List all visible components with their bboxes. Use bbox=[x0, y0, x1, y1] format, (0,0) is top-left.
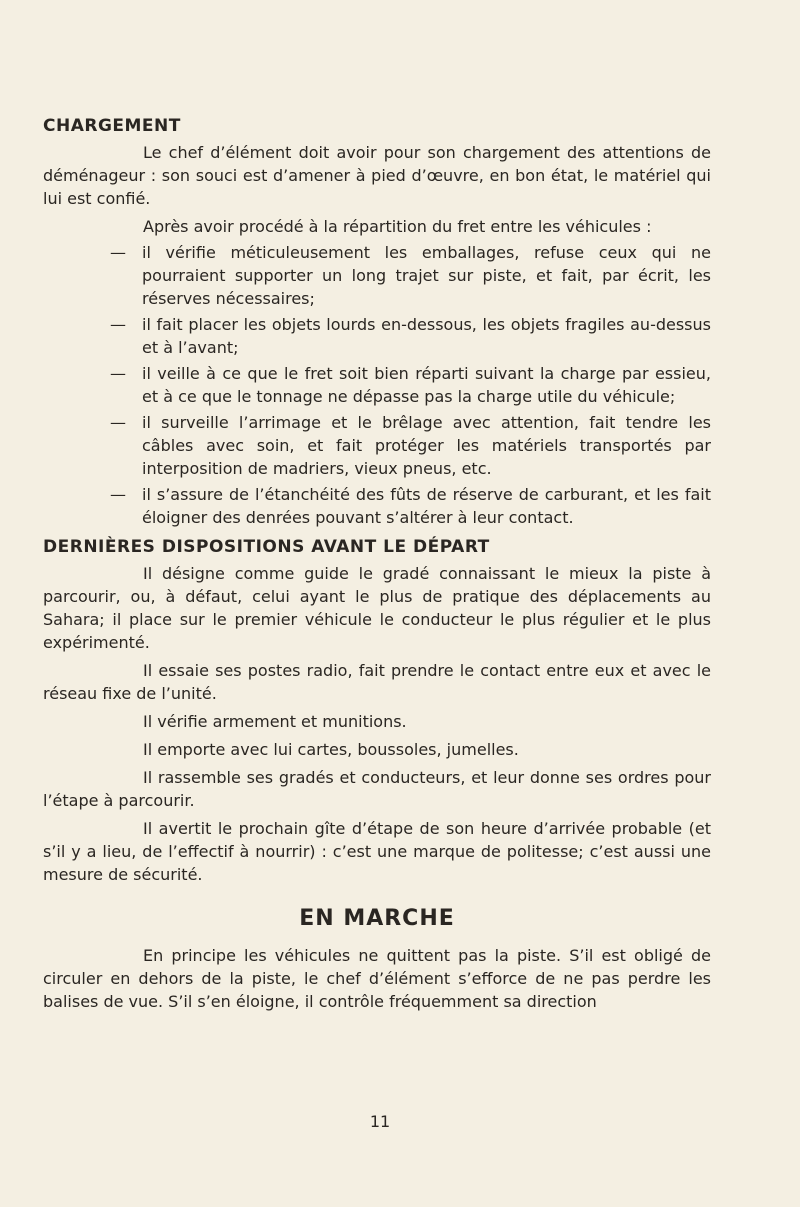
paragraph: Il essaie ses postes radio, fait prendre le contact entre eux et avec le réseau fixe de l’unité. bbox=[43, 661, 711, 703]
section-heading-en-marche: EN MARCHE bbox=[299, 906, 455, 931]
dash-marker: — bbox=[110, 364, 126, 383]
list-item-text: il surveille l’arrimage et le brêlage avec attention, fait tendre les câbles avec soin, et fait protéger les matériels transportés par interposition de madriers, vieux pneus, etc. bbox=[142, 413, 711, 478]
section-heading-chargement: CHARGEMENT bbox=[43, 116, 181, 136]
paragraph: Il emporte avec lui cartes, boussoles, jumelles. bbox=[143, 740, 519, 759]
dash-marker: — bbox=[110, 413, 126, 432]
paragraph: Il rassemble ses gradés et conducteurs, et leur donne ses ordres pour l’étape à parcourir. bbox=[43, 768, 711, 810]
page-content bbox=[43, 114, 711, 1013]
paragraph: En principe les véhicules ne quittent pas la piste. S’il est obligé de circuler en dehors de la piste, le chef d’élément s’efforce de ne pas perdre les balises de vue. S’il s’en éloigne, il contrôle fréquemment sa direction bbox=[43, 946, 711, 1011]
paragraph: Il avertit le prochain gîte d’étape de son heure d’arrivée probable (et s’il y a lieu, de l’effectif à nourrir) : c’est une marque de politesse; c’est aussi une mesure de sécurité. bbox=[43, 819, 711, 884]
paragraph: Il vérifie armement et munitions. bbox=[143, 712, 407, 731]
list-item bbox=[43, 362, 711, 408]
list-item bbox=[43, 313, 711, 359]
dash-marker: — bbox=[110, 243, 126, 262]
dash-marker: — bbox=[110, 485, 126, 504]
page-number: 11 bbox=[369, 1112, 391, 1131]
paragraph: Le chef d’élément doit avoir pour son chargement des attentions de déménageur : son souci est d’amener à pied d’œuvre, en bon état, le matériel qui lui est confié. bbox=[43, 143, 711, 208]
paragraph: Il désigne comme guide le gradé connaissant le mieux la piste à parcourir, ou, à défaut, celui ayant le plus de pratique des déplacements au Sahara; il place sur le premier véhicule le conducteur le plus régulier et le plus expérimenté. bbox=[43, 564, 711, 652]
paragraph: Après avoir procédé à la répartition du fret entre les véhicules : bbox=[143, 217, 652, 236]
list-item bbox=[43, 411, 711, 480]
list-item bbox=[43, 483, 711, 529]
list-item-text: il vérifie méticuleusement les emballages, refuse ceux qui ne pourraient supporter un long trajet sur piste, et fait, par écrit, les réserves nécessaires; bbox=[142, 243, 711, 308]
list-item-text: il s’assure de l’étanchéité des fûts de réserve de carburant, et les fait éloigner des denrées pouvant s’altérer à leur contact. bbox=[142, 485, 711, 527]
checklist bbox=[43, 241, 711, 529]
list-item-text: il fait placer les objets lourds en-dessous, les objets fragiles au-dessus et à l’avant; bbox=[142, 315, 711, 357]
list-item bbox=[43, 241, 711, 310]
dash-marker: — bbox=[110, 315, 126, 334]
section-heading-dispositions: DERNIÈRES DISPOSITIONS AVANT LE DÉPART bbox=[43, 537, 490, 557]
list-item-text: il veille à ce que le fret soit bien réparti suivant la charge par essieu, et à ce que le tonnage ne dépasse pas la charge utile du véhicule; bbox=[142, 364, 711, 406]
